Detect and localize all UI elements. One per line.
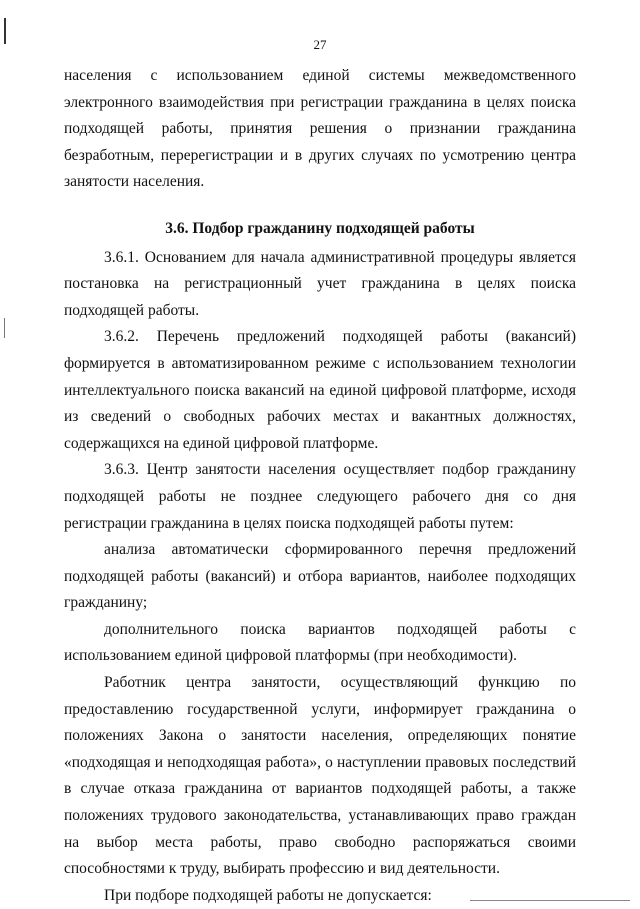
intro-paragraph: населения с использованием единой системы межведомственного электронного взаимодействия при регистрации гражданина в целях поиска подходящей работы, принятия решения о признании гражданина безработным, перерегистрации и в других случаях по усмотрению центра занятости населения. <box>64 67 576 191</box>
section-title: 3.6. Подбор гражданину подходящей работы <box>165 219 475 237</box>
page-number: 27 <box>313 37 327 52</box>
document-body <box>64 63 576 909</box>
paragraph-3-6-1: 3.6.1. Основанием для начала административной процедуры является постановка на регистрационный учет гражданина в целях поиска подходящей работы. <box>64 248 576 319</box>
list-item-analysis: анализа автоматически сформированного перечня предложений подходящей работы (вакансий) и отбора вариантов, наиболее подходящих гражданину; <box>64 541 576 612</box>
paragraph-worker-informs: Работник центра занятости, осуществляющий функцию по предоставлению государственной услуги, информирует гражданина о положениях Закона о занятости населения, определяющих понятие «подходящая и неподходящая работа», о наступлении правовых последствий в случае отказа гражданина от вариантов подходящей работы, а также положениях трудового законодательства, устанавливающих право граждан на выбор места работы, право свободно распоряжаться своими способностями к труду, выбирать профессию и вид деятельности. <box>64 674 576 878</box>
paragraph-3-6-3: 3.6.3. Центр занятости населения осуществляет подбор гражданину подходящей работы не позднее следующего рабочего дня со дня регистрации гражданина в целях поиска подходящей работы путем: <box>64 461 576 532</box>
scan-edge-mark <box>4 318 5 338</box>
scan-footer-line <box>470 900 630 901</box>
paragraph-not-allowed: При подборе подходящей работы не допускается: <box>104 886 432 904</box>
paragraph-3-6-2: 3.6.2. Перечень предложений подходящей работы (вакансий) формируется в автоматизированном режиме с использованием технологии интеллектуального поиска вакансий на единой цифровой платформе, исходя из сведений о свободных рабочих местах и вакантных должностях, содержащихся на единой цифровой платформе. <box>64 328 576 452</box>
list-item-additional-search: дополнительного поиска вариантов подходящей работы с использованием единой цифровой платформы (при необходимости). <box>64 620 576 665</box>
